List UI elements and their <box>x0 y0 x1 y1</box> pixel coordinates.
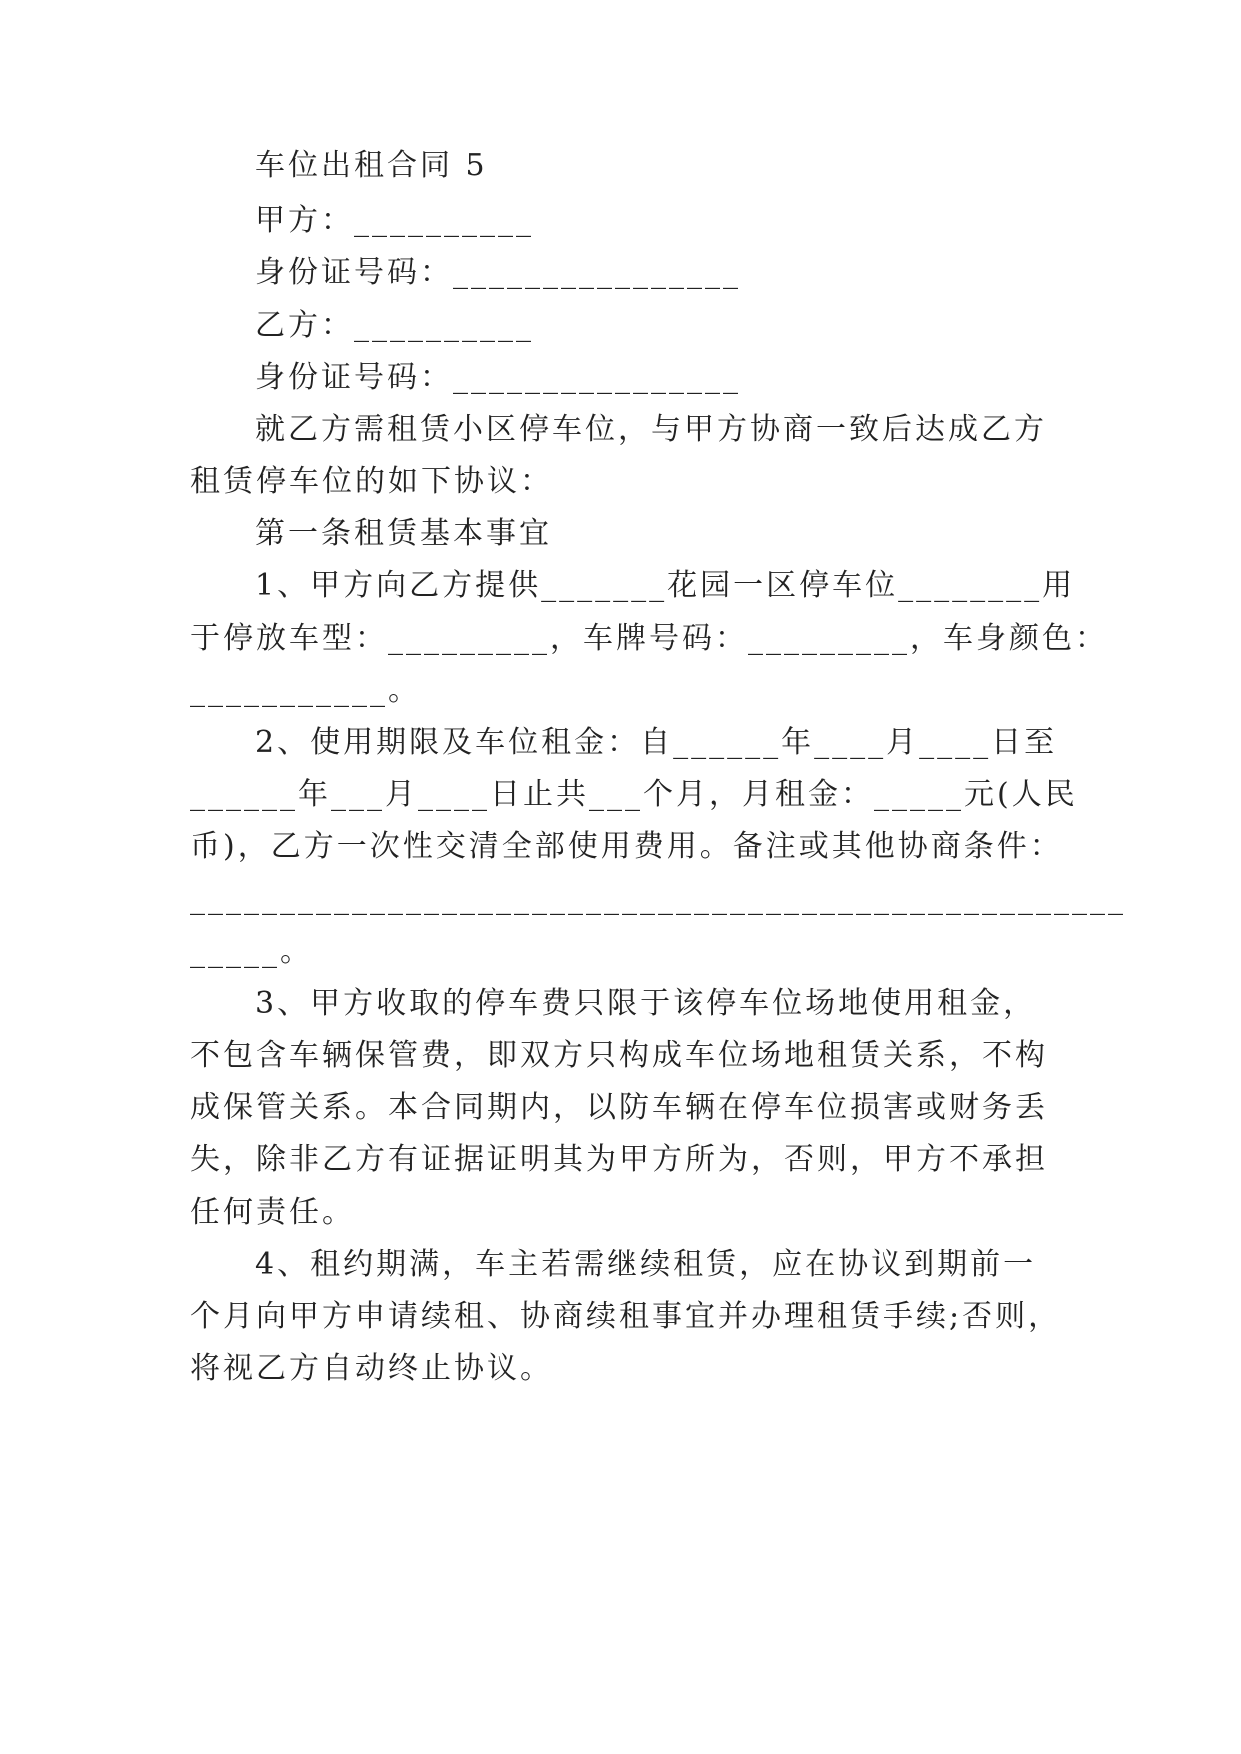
item-2-line-4: ____________________________________________________ <box>190 881 1126 916</box>
party-b-id-line: 身份证号码：________________ <box>255 360 741 395</box>
item-1-line-1: 1、甲方向乙方提供_______花园一区停车位________用 <box>255 568 1076 603</box>
party-a-id-line: 身份证号码：________________ <box>255 255 741 290</box>
item-2-line-1: 2、使用期限及车位租金：自______年____月____日至 <box>255 725 1058 760</box>
item-4-line-3: 将视乙方自动终止协议。 <box>190 1351 553 1386</box>
item-3-line-2: 不包含车辆保管费，即双方只构成车位场地租赁关系，不构 <box>190 1038 1048 1073</box>
item-3-line-4: 失，除非乙方有证据证明其为甲方所为，否则，甲方不承担 <box>190 1142 1048 1177</box>
item-2-line-5: _____。 <box>190 934 313 969</box>
contract-title: 车位出租合同 5 <box>255 148 488 183</box>
intro-line-2: 租赁停车位的如下协议： <box>190 464 553 499</box>
party-b-line: 乙方：__________ <box>255 308 534 343</box>
item-3-line-3: 成保管关系。本合同期内，以防车辆在停车位损害或财务丢 <box>190 1090 1048 1125</box>
item-3-line-5: 任何责任。 <box>190 1195 355 1230</box>
item-1-line-2: 于停放车型：_________，车牌号码：_________，车身颜色： <box>190 621 1108 656</box>
item-3-line-1: 3、甲方收取的停车费只限于该停车位场地使用租金， <box>255 986 1037 1021</box>
article-1-heading: 第一条租赁基本事宜 <box>255 516 552 551</box>
party-a-line: 甲方：__________ <box>255 203 534 238</box>
intro-line-1: 就乙方需租赁小区停车位，与甲方协商一致后达成乙方 <box>255 412 1047 447</box>
item-1-line-3: ___________。 <box>190 673 421 708</box>
item-4-line-1: 4、租约期满，车主若需继续租赁，应在协议到期前一 <box>255 1247 1037 1282</box>
item-4-line-2: 个月向甲方申请续租、协商续租事宜并办理租赁手续;否则， <box>190 1299 1062 1334</box>
item-2-line-3: 币)，乙方一次性交清全部使用费用。备注或其他协商条件： <box>190 829 1063 864</box>
item-2-line-2: ______年___月____日止共___个月，月租金：_____元(人民 <box>190 777 1078 812</box>
